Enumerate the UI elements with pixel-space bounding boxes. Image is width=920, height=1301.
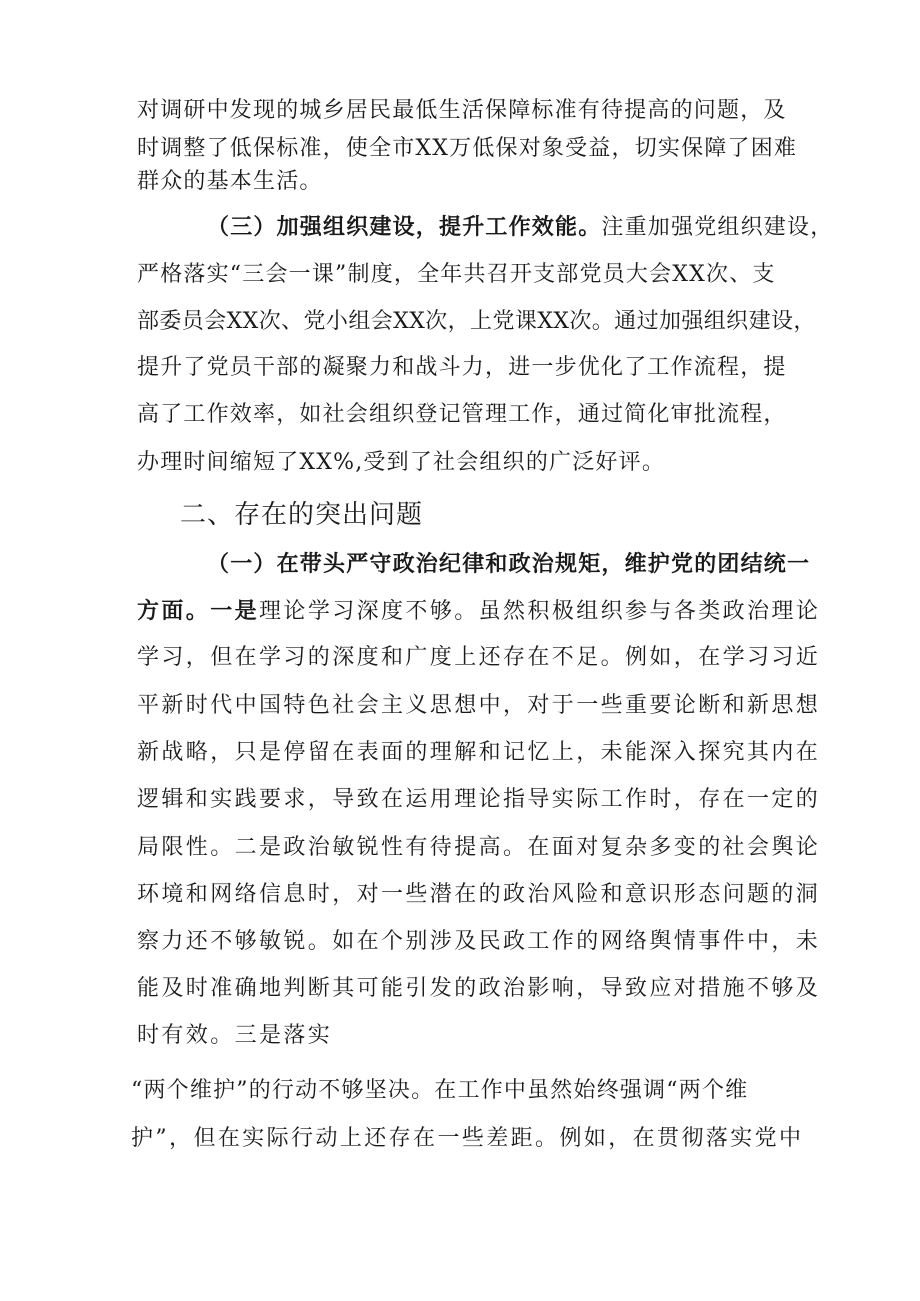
problem1-line-1 — [207, 549, 810, 580]
part2-heading: 二、存在的突出问题 — [180, 500, 424, 530]
problem1-line-8: 环境和网络信息时，对一些潜在的政治风险和意识形态问题的洞 — [137, 882, 821, 907]
section3-line-1 — [207, 212, 833, 243]
problem1-line-7: 局限性。二是政治敏锐性有待提高。在面对复杂多变的社会舆论 — [137, 835, 821, 860]
section3-line-5: 高了工作效率，如社会组织登记管理工作，通过简化审批流程， — [137, 402, 787, 427]
intro-line-2: 时调整了低保标准，使全市XX万低保对象受益，切实保障了困难 — [137, 136, 798, 161]
problem1-line-3: 学习，但在学习的深度和广度上还存在不足。例如，在学习习近 — [137, 645, 821, 670]
problem1-line-13: 护”，但在实际行动上还存在一些差距。例如，在贯彻落实党中 — [131, 1126, 804, 1151]
section3-bold-lead: （三）加强组织建设，提升工作效能。 — [207, 214, 602, 240]
section3-line-6: 办理时间缩短了XX%,受到了社会组织的广泛好评。 — [137, 450, 666, 475]
problem1-bold-title: （一）在带头严守政治纪律和政治规矩，维护党的团结统一 — [207, 551, 811, 577]
problem1-line-11: 时有效。三是落实 — [137, 1023, 333, 1048]
problem1-line-6: 逻辑和实践要求，导致在运用理论指导实际工作时，存在一定的 — [137, 787, 821, 812]
problem1-line-10: 能及时准确地判断其可能引发的政治影响，导致应对措施不够及 — [137, 976, 821, 1001]
intro-line-3: 群众的基本生活。 — [137, 169, 323, 194]
section3-line-4: 提升了党员干部的凝聚力和战斗力，进一步优化了工作流程，提 — [137, 355, 787, 380]
problem1-text: 理论学习深度不够。虽然积极组织参与各类政治理论 — [259, 599, 821, 624]
intro-line-1: 对调研中发现的城乡居民最低生活保障标准有待提高的问题，及 — [137, 98, 787, 123]
problem1-line-4: 平新时代中国特色社会主义思想中，对于一些重要论断和新思想 — [137, 693, 821, 718]
problem1-line-12: “两个维护”的行动不够坚决。在工作中虽然始终强调“两个维 — [131, 1078, 749, 1103]
problem1-line-2 — [137, 596, 820, 627]
problem1-line-5: 新战略，只是停留在表面的理解和记忆上，未能深入探究其内在 — [137, 740, 821, 765]
problem1-bold-lead: 方面。一是 — [137, 598, 260, 624]
section3-line-3: 部委员会XX次、党小组会XX次，上党课XX次。通过加强组织建设， — [137, 309, 816, 334]
section3-line-2: 严格落实“三会一课”制度，全年共召开支部党员大会XX次、支 — [137, 262, 776, 287]
problem1-line-9: 察力还不够敏锐。如在个别涉及民政工作的网络舆情事件中，未 — [137, 929, 821, 954]
section3-text: 注重加强党组织建设， — [601, 215, 834, 240]
